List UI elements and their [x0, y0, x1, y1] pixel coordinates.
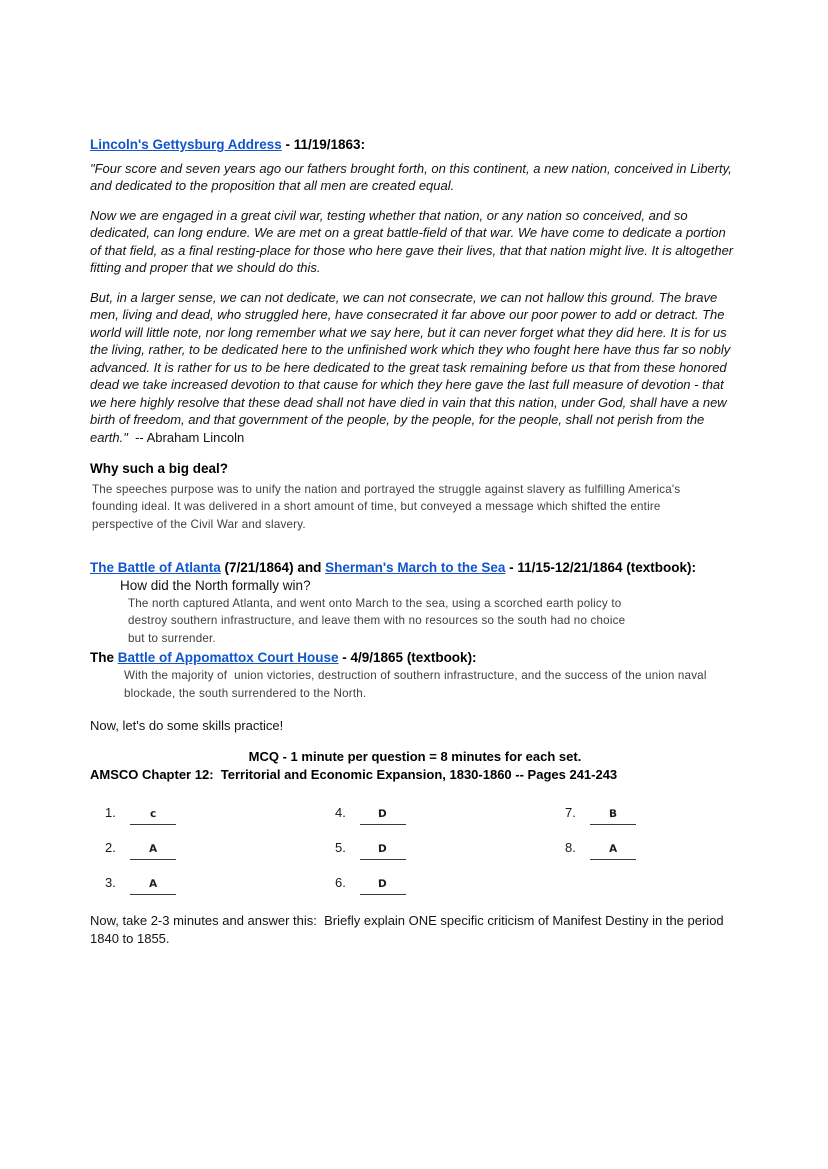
gettysburg-quote-paragraph-1: "Four score and seven years ago our fathers brought forth, on this continent, a new nation, conceived in Liberty, and dedicated to the proposition that all men are created equal.: [90, 160, 736, 193]
battle-of-atlanta-link[interactable]: The Battle of Atlanta: [90, 559, 221, 575]
mcq-handwritten-answer: c: [149, 808, 157, 821]
gettysburg-title: [90, 136, 740, 154]
mcq-handwritten-answer: A: [608, 842, 618, 856]
mcq-handwritten-answer: D: [378, 842, 388, 856]
mcq-question-number: 8.: [565, 840, 576, 856]
mcq-answer-blank: [590, 839, 636, 860]
north-win-answer: The north captured Atlanta, and went onto March to the sea, using a scorched earth policy to destroy southern infrastructure, and leave them with no resources so the south had no choice but to surrender.: [128, 596, 629, 646]
manifest-destiny-prompt: Now, take 2-3 minutes and answer this: Briefly explain ONE specific criticism of Manifest Destiny in the period 1840 to 1855.: [90, 913, 728, 946]
gettysburg-address-link[interactable]: Lincoln's Gettysburg Address: [90, 137, 282, 152]
atlanta-sherman-heading: [90, 559, 740, 577]
amsco-chapter-line: AMSCO Chapter 12: Territorial and Economic Expansion, 1830-1860 -- Pages 241-243: [90, 766, 618, 782]
mcq-question-number: 6.: [335, 875, 346, 891]
north-win-question: How did the North formally win?: [120, 578, 311, 594]
mcq-answer-row: [105, 839, 335, 874]
mcq-answer-row: [335, 839, 565, 874]
mcq-answer-blank: [130, 839, 176, 860]
mcq-column-1: [105, 804, 335, 909]
mcq-answer-row: [335, 804, 565, 839]
appomattox-heading: [90, 649, 740, 667]
mcq-answer-row: [105, 804, 335, 839]
appomattox-heading-date: - 4/9/1865 (textbook):: [338, 649, 477, 665]
mcq-question-number: 3.: [105, 875, 116, 891]
mcq-question-number: 7.: [565, 805, 576, 821]
mcq-answer-blank: [130, 804, 176, 825]
mcq-handwritten-answer: D: [378, 877, 388, 891]
skills-practice-line: Now, let's do some skills practice!: [90, 717, 284, 733]
document-content: [90, 136, 740, 947]
why-big-deal-heading: Why such a big deal?: [90, 461, 229, 476]
appomattox-court-house-link[interactable]: Battle of Appomattox Court House: [117, 649, 339, 665]
mcq-timing-line: MCQ - 1 minute per question = 8 minutes for each set.: [248, 749, 582, 765]
mcq-answer-blank: [360, 874, 406, 895]
shermans-march-link[interactable]: Sherman's March to the Sea: [325, 559, 506, 575]
mcq-question-number: 5.: [335, 840, 346, 856]
mcq-answer-grid: [105, 804, 740, 909]
why-big-deal-answer: The speeches purpose was to unify the nation and portrayed the struggle against slavery as fulfilling America's founding ideal. It was delivered in a short amount of time, but conveyed a message which shifted the entire perspective of the Civil War and slavery.: [92, 482, 684, 531]
mcq-question-number: 1.: [105, 805, 116, 821]
mcq-handwritten-answer: A: [148, 877, 158, 891]
gettysburg-title-date: - 11/19/1863:: [281, 137, 366, 152]
mcq-answer-blank: [360, 804, 406, 825]
quote-text: But, in a larger sense, we can not dedicate, we can not consecrate, we can not hallow this ground. The brave men, living and dead, who struggled here, have consecrated it far above our poor power to add or detract. The world will little note, nor long remember what we say here, but it can never forget what they did here. It is for us the living, rather, to be dedicated here to the unfinished work which they who fought here have thus far so nobly advanced. It is rather for us to be here dedicated to the great task remaining before us that from these honored dead we take increased devotion to that cause for which they here gave the last full measure of devotion - that we here highly resolve that these dead shall not have died in vain that this nation, under God, shall have a new birth of freedom, and that government of the people, by the people, for the people, shall not perish from the earth.": [90, 289, 734, 445]
atlanta-heading-middle: (7/21/1864) and: [220, 559, 326, 575]
atlanta-heading-date: - 11/15-12/21/1864 (textbook):: [505, 559, 696, 575]
appomattox-answer: With the majority of union victories, destruction of southern infrastructure, and the success of the union naval blockade, the south surrendered to the North.: [124, 669, 711, 700]
mcq-handwritten-answer: B: [608, 807, 618, 821]
mcq-answer-blank: [360, 839, 406, 860]
mcq-column-3: [565, 804, 636, 909]
mcq-answer-blank: [590, 804, 636, 825]
mcq-handwritten-answer: A: [148, 842, 158, 856]
mcq-question-number: 2.: [105, 840, 116, 856]
mcq-answer-row: [565, 839, 636, 874]
mcq-answer-blank: [130, 874, 176, 895]
mcq-question-number: 4.: [335, 805, 346, 821]
appomattox-heading-prefix: The: [90, 649, 118, 665]
mcq-answer-row: [565, 804, 636, 839]
gettysburg-quote-paragraph-2: Now we are engaged in a great civil war, testing whether that nation, or any nation so conceived, and so dedicated, can long endure. We are met on a great battle-field of that war. We have come to dedicate a portion of that field, as a final resting-place for those who here gave their lives, that that nation might live. It is altogether fitting and proper that we should do this.: [90, 207, 737, 275]
mcq-handwritten-answer: D: [378, 807, 388, 821]
quote-attribution: -- Abraham Lincoln: [127, 429, 245, 445]
mcq-answer-row: [105, 874, 335, 909]
mcq-column-2: [335, 804, 565, 909]
mcq-answer-row: [335, 874, 565, 909]
gettysburg-quote-paragraph-3: [90, 289, 740, 447]
